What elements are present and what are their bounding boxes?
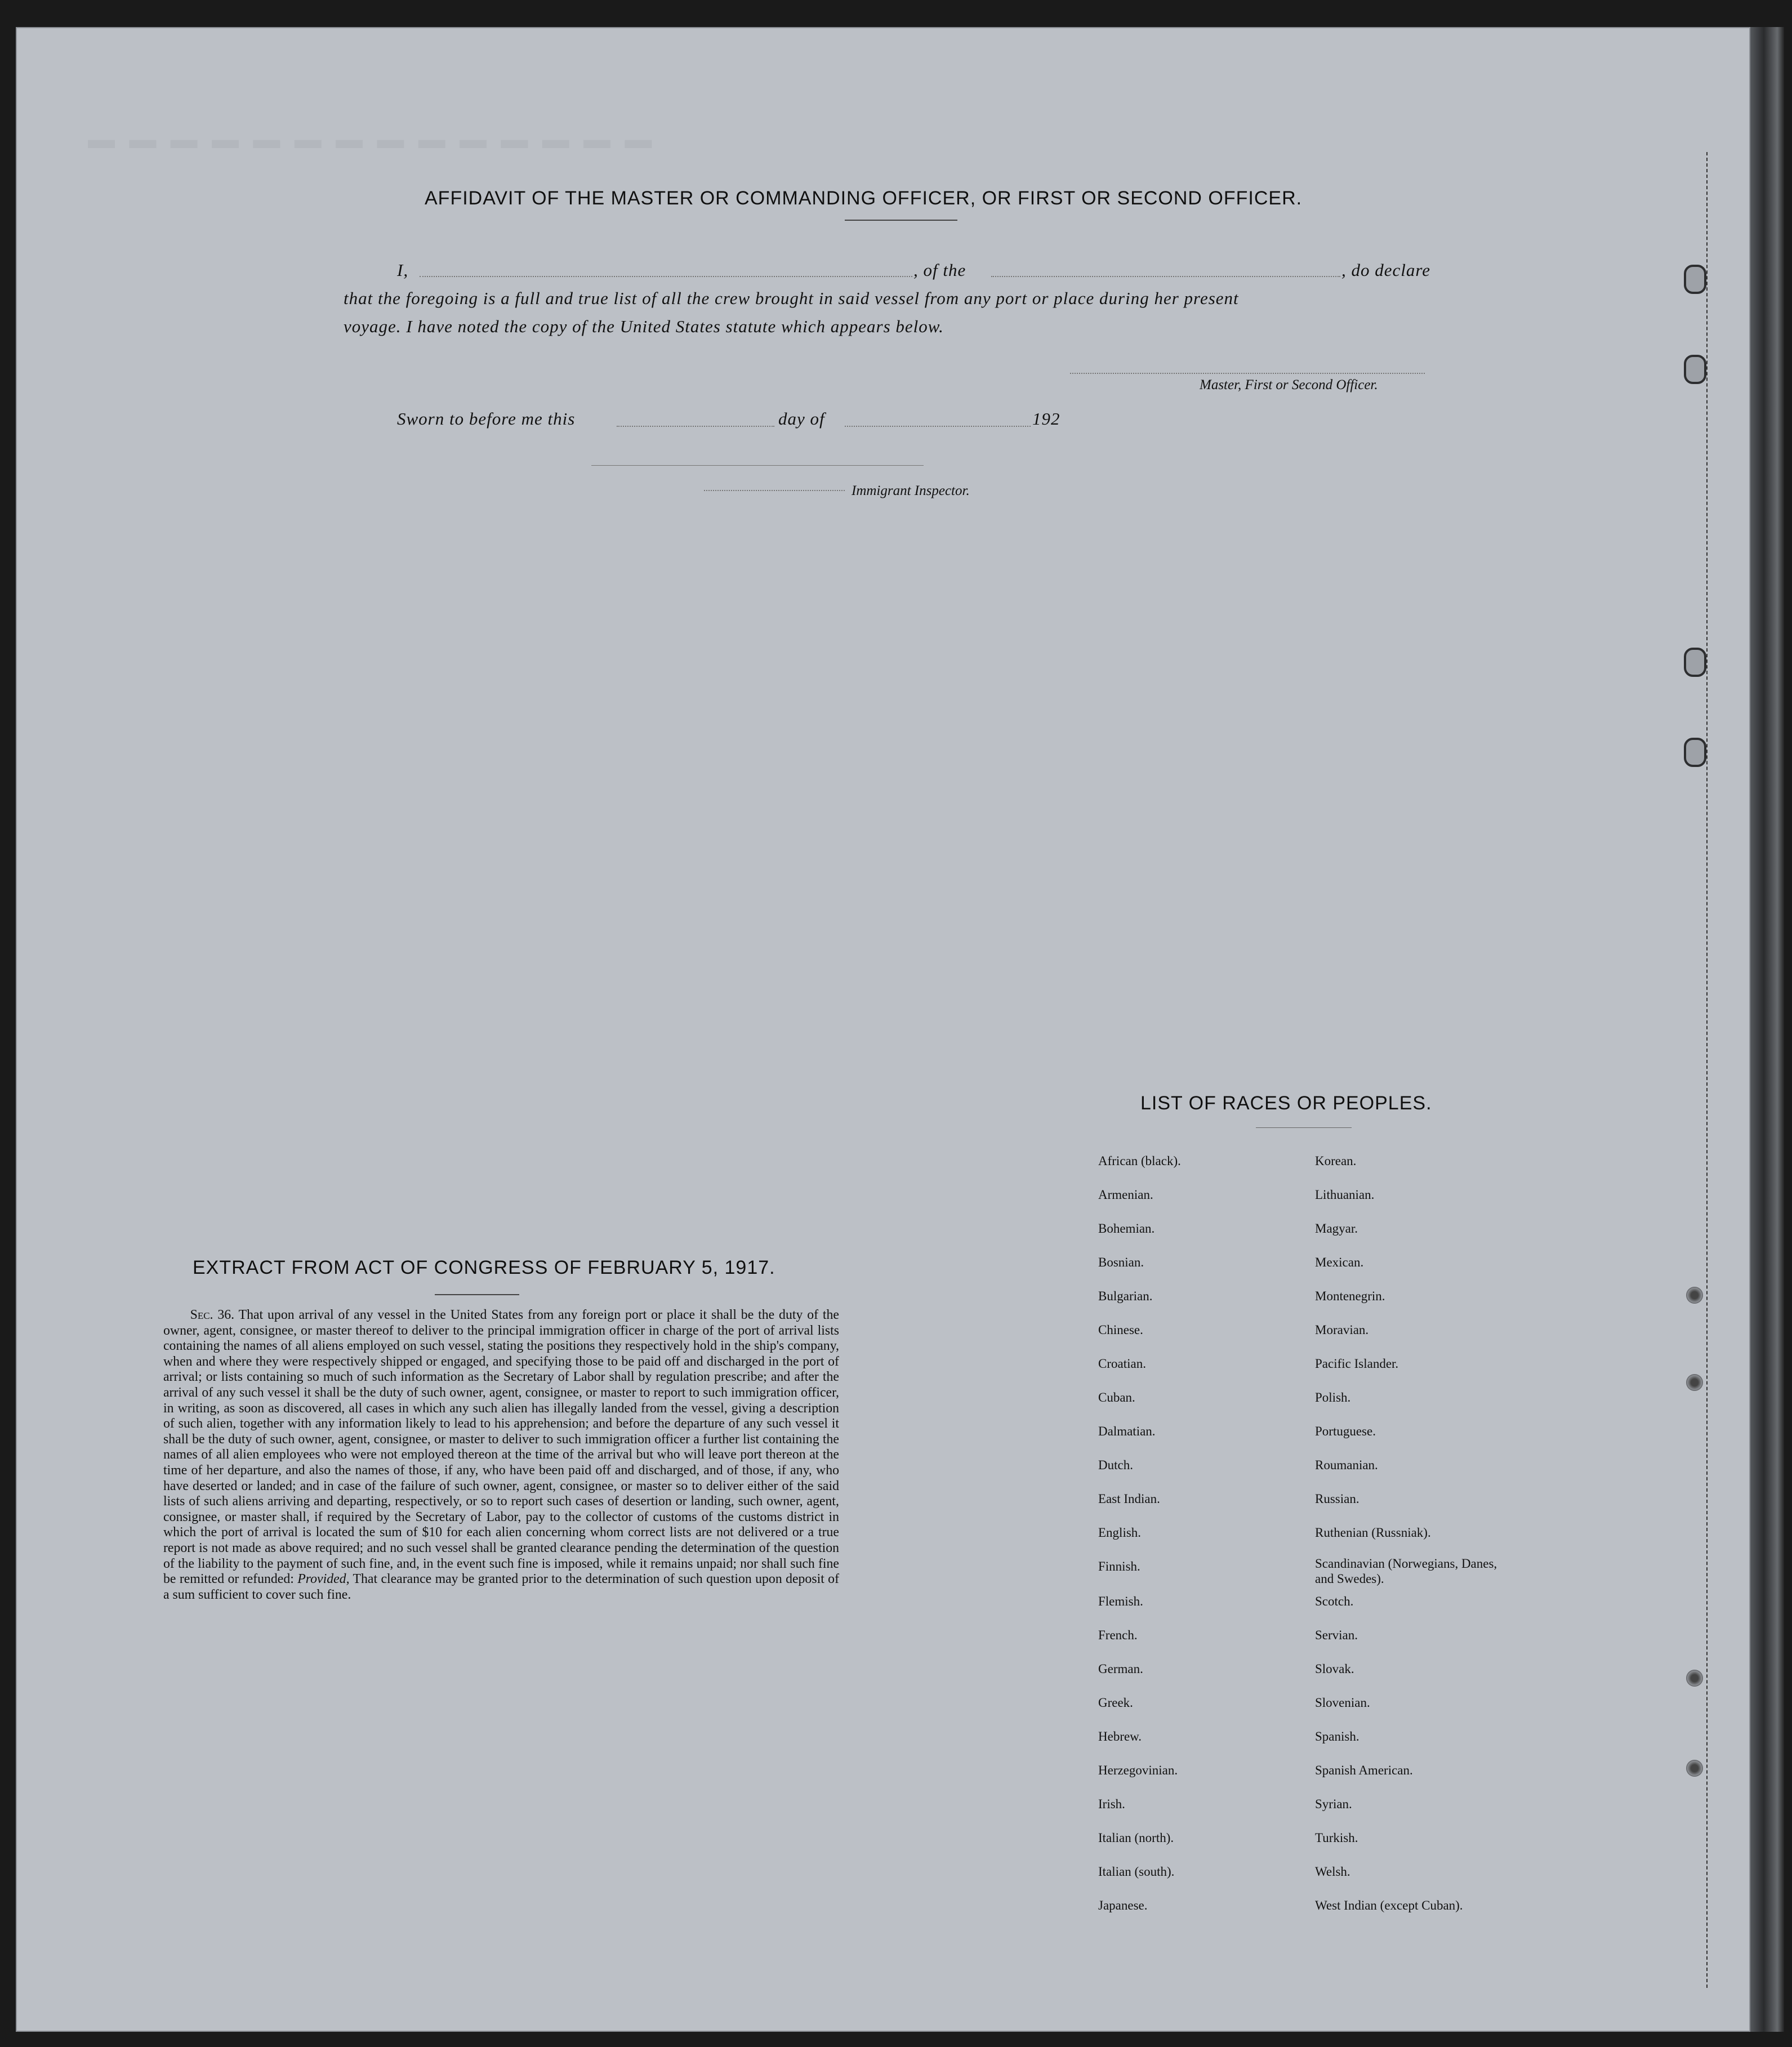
affidavit-line-2: that the foregoing is a full and true list of all the crew brought in said vessel from any port or place during her present: [344, 288, 1239, 308]
race-item: Hebrew.: [1098, 1729, 1142, 1743]
race-item: Dutch.: [1098, 1458, 1133, 1472]
extract-title: EXTRACT FROM ACT OF CONGRESS OF FEBRUARY 5, 1917.: [193, 1257, 775, 1278]
race-item: Irish.: [1098, 1797, 1125, 1811]
race-item: Chinese.: [1098, 1323, 1143, 1337]
race-item: Magyar.: [1315, 1221, 1358, 1236]
affidavit-line-3: voyage. I have noted the copy of the United States statute which appears below.: [344, 316, 944, 336]
binder-hole: [1684, 648, 1706, 677]
binder-ring: [1686, 1287, 1703, 1304]
race-item: African (black).: [1098, 1154, 1181, 1168]
race-item: Finnish.: [1098, 1559, 1140, 1573]
page-edge: [1750, 27, 1784, 2032]
year-prefix: 192: [1032, 409, 1060, 429]
race-item: Spanish American.: [1315, 1763, 1413, 1777]
vessel-blank: [991, 276, 1340, 277]
race-item: Russian.: [1315, 1492, 1359, 1506]
extract-body-part-1: That upon arrival of any vessel in the United States from any foreign port or place it shall be the duty of the owner, agent, consignee, or master thereof to deliver to the principal immigration officer in charge of the port of arrival lists containing the names of all aliens employed on such vessel, stating the positions they respectively hold in the ship's company, when and where they were respectively shipped or engaged, and specifying those to be paid off and discharged in the port of arrival; or lists containing so much of such information as the Secretary of Labor shall by regulation prescribe; and after the arrival of any such vessel it shall be the duty of such owner, agent, consignee, or master to report to such immigration officer, in writing, as soon as discovered, all cases in which any such alien has illegally landed from the vessel, giving a description of such alien, together with any information likely to lead to his apprehension; and before the departure of any such vessel it shall be the duty of such owner, agent, consignee, or master to deliver to such immigration officer a further list containing the names of all alien employees who were not employed thereon at the time of the arrival but who will leave port thereon at the time of her departure, and also the names of those, if any, who have been paid off and discharged, and of those, if any, who have deserted or landed; and in case of the failure of such owner, agent, consignee, or master so to deliver either of the said lists of such aliens arriving and departing, respectively, or so to report such cases of desertion or landing, such owner, agent, consignee, or master shall, if required by the Secretary of Labor, pay to the collector of customs of the customs district in which the port of arrival is located the sum of $10 for each alien concerning whom correct lists are not delivered or a true report is not made as above required; and no such vessel shall be granted clearance pending the determination of the question of the liability to the payment of such fine, and, in the event such fine is imposed, while it remains unpaid; nor shall such fine be remitted or refunded:: [163, 1308, 839, 1587]
binder-hole: [1684, 355, 1706, 384]
races-title-rule: [1256, 1127, 1352, 1128]
races-title: LIST OF RACES OR PEOPLES.: [1140, 1092, 1432, 1114]
race-item: Japanese.: [1098, 1898, 1148, 1912]
inspector-upper-rule: [591, 465, 924, 466]
race-item: Lithuanian.: [1315, 1188, 1375, 1202]
affidavit-title: AFFIDAVIT OF THE MASTER OR COMMANDING OFFICER, OR FIRST OR SECOND OFFICER.: [425, 188, 1303, 209]
section-number: Sec. 36.: [190, 1308, 235, 1322]
affidavit-i-label: I,: [397, 260, 409, 280]
race-item: Turkish.: [1315, 1831, 1358, 1845]
race-item: Italian (north).: [1098, 1831, 1174, 1845]
race-item: French.: [1098, 1628, 1138, 1642]
race-item: Polish.: [1315, 1390, 1351, 1404]
race-item: Moravian.: [1315, 1323, 1369, 1337]
proviso-word: Provided,: [297, 1572, 350, 1587]
race-item: Ruthenian (Russniak).: [1315, 1526, 1431, 1540]
name-blank: [420, 276, 912, 277]
race-item: East Indian.: [1098, 1492, 1160, 1506]
binder-ring: [1686, 1374, 1703, 1391]
binder-hole: [1684, 265, 1706, 294]
affidavit-of-the-label: , of the: [913, 260, 966, 280]
race-item: Korean.: [1315, 1154, 1357, 1168]
signer-caption: Master, First or Second Officer.: [1200, 377, 1378, 393]
extract-body: [163, 1308, 839, 1603]
signature-line: [1070, 373, 1425, 374]
race-item: Scotch.: [1315, 1594, 1354, 1608]
race-item: Pacific Islander.: [1315, 1357, 1399, 1371]
race-item: German.: [1098, 1662, 1143, 1676]
race-item: Croatian.: [1098, 1357, 1146, 1371]
extract-title-rule: [435, 1294, 519, 1295]
perforation-line: [1706, 152, 1708, 1988]
race-item: Herzegovinian.: [1098, 1763, 1178, 1777]
race-item: Armenian.: [1098, 1188, 1153, 1202]
race-item: Flemish.: [1098, 1594, 1143, 1608]
race-item: Roumanian.: [1315, 1458, 1378, 1472]
race-item: Slovenian.: [1315, 1696, 1370, 1710]
race-item: Syrian.: [1315, 1797, 1352, 1811]
inspector-caption: Immigrant Inspector.: [852, 483, 970, 498]
binder-hole: [1684, 738, 1706, 767]
race-item: Portuguese.: [1315, 1424, 1376, 1438]
extract-body-part-2: That clearance may be granted prior to the determination of such question upon deposit of a sum sufficient to cover such fine.: [163, 1572, 840, 1602]
race-item: Greek.: [1098, 1696, 1133, 1710]
month-blank: [845, 426, 1031, 427]
affidavit-title-rule: [845, 220, 957, 221]
day-of-label: day of: [778, 409, 825, 429]
race-item: Bohemian.: [1098, 1221, 1155, 1236]
race-item: Montenegrin.: [1315, 1289, 1385, 1303]
binder-ring: [1686, 1760, 1703, 1777]
race-item: Mexican.: [1315, 1255, 1364, 1269]
inspector-signature-line: [704, 490, 845, 491]
race-item: Scandinavian (Norwegians, Danes, and Swedes).: [1315, 1557, 1497, 1586]
race-item: Italian (south).: [1098, 1865, 1175, 1879]
race-item: West Indian (except Cuban).: [1315, 1898, 1463, 1912]
race-item: English.: [1098, 1526, 1142, 1540]
affidavit-do-declare: , do declare: [1341, 260, 1431, 280]
race-item: Welsh.: [1315, 1865, 1350, 1879]
race-item: Slovak.: [1315, 1662, 1354, 1676]
bleed-through-text: ▬ ▬ ▬ ▬ ▬ ▬ ▬ ▬ ▬ ▬ ▬ ▬ ▬ ▬: [84, 124, 652, 154]
race-item: Cuban.: [1098, 1390, 1135, 1404]
day-blank: [617, 426, 774, 427]
race-item: Servian.: [1315, 1628, 1358, 1642]
race-item: Bosnian.: [1098, 1255, 1144, 1269]
sworn-label: Sworn to before me this: [397, 409, 576, 429]
race-item: Spanish.: [1315, 1729, 1359, 1743]
binder-ring: [1686, 1670, 1703, 1687]
race-item: Dalmatian.: [1098, 1424, 1156, 1438]
race-item: Bulgarian.: [1098, 1289, 1153, 1303]
